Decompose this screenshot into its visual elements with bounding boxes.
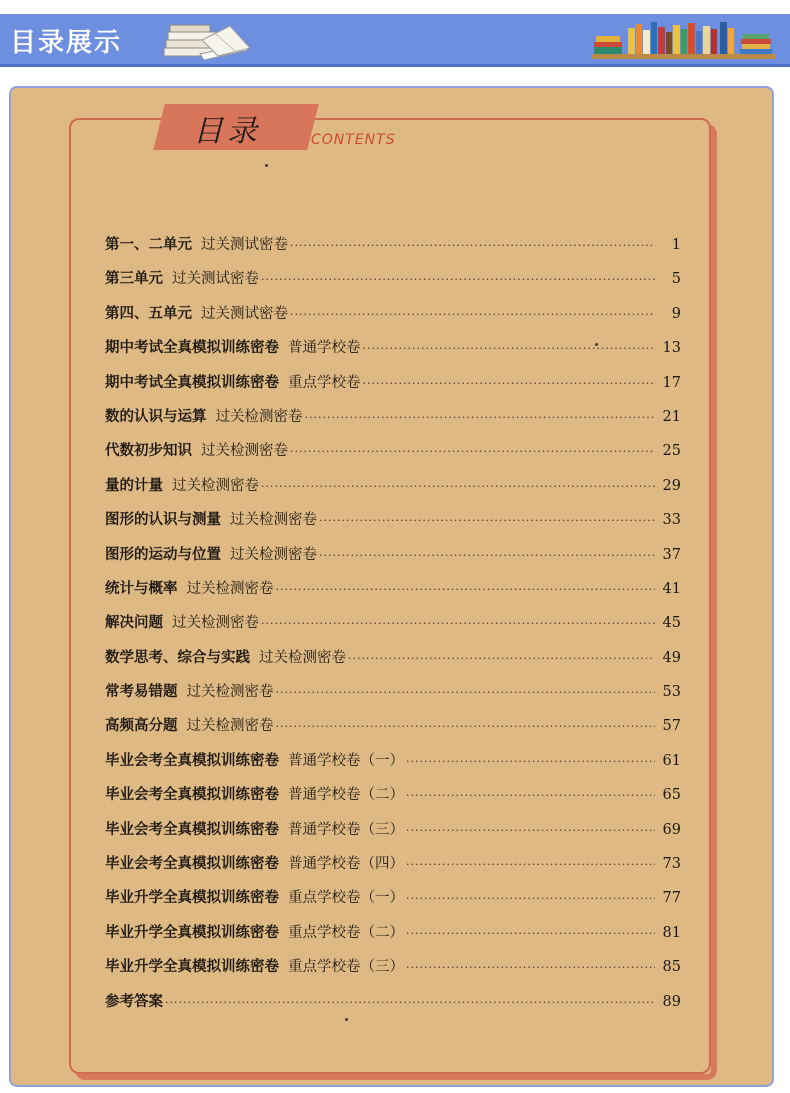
toc-entry: [105, 469, 681, 503]
section-title: 目录展示: [10, 28, 123, 58]
toc-entry: [105, 916, 681, 950]
toc-entry-subtitle: 过关检测密卷: [186, 580, 274, 597]
toc-leader-dots: [276, 676, 656, 710]
toc-page-number: 89: [662, 993, 681, 1010]
toc-leader-dots: [276, 573, 656, 607]
toc-page-number: 37: [662, 546, 681, 563]
toc-entry-title: 图形的认识与测量: [105, 511, 221, 529]
toc-entry: [105, 366, 681, 400]
toc-entry: [105, 847, 681, 881]
toc-page-number: 45: [662, 615, 681, 632]
toc-leader-dots: [363, 367, 656, 401]
toc-entry-subtitle: 重点学校卷（二）: [288, 924, 404, 941]
toc-leader-dots: [406, 848, 655, 882]
toc-entry-subtitle: 过关检测密卷: [186, 718, 274, 735]
toc-entry-title: 第一、二单元: [105, 236, 192, 253]
toc-entry-subtitle: 过关检测密卷: [186, 684, 274, 701]
toc-entry-subtitle: 过关检测密卷: [215, 408, 303, 425]
toc-entry-title: 毕业会考全真模拟训练密卷: [105, 855, 279, 873]
toc-entry-subtitle: 过关测试密卷: [201, 237, 288, 253]
toc-entry-subtitle: 过关测试密卷: [172, 271, 259, 288]
toc-page-number: 65: [662, 787, 681, 804]
toc-entry-subtitle: 过关检测密卷: [172, 615, 259, 632]
toc-page-number: 9: [671, 305, 681, 322]
toc-entry: [105, 572, 681, 606]
toc-leader-dots: [261, 263, 655, 297]
toc-page-number: 29: [662, 477, 681, 494]
toc-leader-dots: [406, 917, 655, 951]
toc-entry: [105, 641, 681, 675]
toc-page-number: 17: [662, 374, 681, 391]
toc-entry-title: 高频高分题: [105, 717, 178, 735]
toc-leader-dots: [348, 642, 655, 676]
toc-entry-subtitle: 普通学校卷: [288, 340, 361, 357]
toc-page-number: 25: [662, 443, 681, 460]
toc-leader-dots: [305, 401, 656, 435]
toc-leader-dots: [406, 814, 655, 848]
toc-entry-title: 图形的运动与位置: [105, 545, 221, 563]
toc-entry-title: 毕业升学全真模拟训练密卷: [105, 923, 279, 941]
toc-leader-dots: [276, 710, 656, 744]
toc-leader-dots: [319, 504, 655, 538]
toc-page-number: 5: [671, 271, 681, 288]
toc-entry: [105, 778, 681, 812]
toc-entry-title: 解决问题: [105, 614, 163, 632]
bookshelf-icon: [592, 20, 776, 60]
books-stack-icon: [160, 20, 252, 60]
toc-entry-title: 数的认识与运算: [105, 407, 207, 425]
toc-leader-dots: [406, 951, 655, 985]
toc-entry-subtitle: 过关检测密卷: [259, 649, 346, 666]
toc-entry: [105, 881, 681, 915]
toc-list: [105, 228, 681, 1019]
toc-entry-title: 第四、五单元: [105, 304, 192, 322]
paper-speck: [265, 164, 268, 167]
toc-entry-title: 毕业会考全真模拟训练密卷: [105, 751, 279, 769]
toc-entry-subtitle: 重点学校卷: [288, 374, 361, 391]
toc-entry: [105, 262, 681, 296]
toc-entry: [105, 228, 681, 262]
toc-page-number: 13: [662, 340, 681, 357]
toc-leader-dots: [261, 607, 655, 641]
toc-entry-subtitle: 过关测试密卷: [201, 305, 288, 322]
toc-entry-subtitle: 过关检测密卷: [230, 512, 317, 529]
toc-page-number: 85: [662, 959, 681, 976]
toc-leader-dots: [406, 882, 655, 916]
toc-entry-title: 毕业会考全真模拟训练密卷: [105, 786, 279, 804]
toc-entry: [105, 744, 681, 778]
toc-page-number: 73: [662, 856, 681, 873]
toc-entry: [105, 675, 681, 709]
toc-page-number: 41: [662, 580, 681, 597]
contents-title: 目录: [193, 114, 261, 149]
toc-entry-subtitle: 过关检测密卷: [201, 443, 288, 460]
toc-entry: [105, 297, 681, 331]
toc-page-number: 53: [662, 684, 681, 701]
toc-leader-dots: [319, 539, 655, 573]
toc-leader-dots: [290, 229, 655, 263]
toc-entry-title: 毕业升学全真模拟训练密卷: [105, 889, 279, 907]
toc-page-number: 81: [662, 924, 681, 941]
toc-entry-subtitle: 普通学校卷（四）: [288, 856, 404, 873]
toc-page-number: 77: [662, 890, 681, 907]
toc-entry: [105, 606, 681, 640]
toc-leader-dots: [406, 745, 655, 779]
toc-entry-title: 期中考试全真模拟训练密卷: [105, 373, 279, 391]
toc-entry-subtitle: 普通学校卷（三）: [288, 821, 404, 838]
toc-entry-subtitle: 普通学校卷（二）: [288, 787, 404, 804]
toc-entry: [105, 503, 681, 537]
toc-entry-subtitle: 过关检测密卷: [172, 477, 259, 494]
toc-entry-title: 统计与概率: [105, 579, 178, 597]
toc-entry: [105, 709, 681, 743]
toc-entry-title: 量的计量: [105, 476, 163, 494]
toc-leader-dots: [406, 779, 655, 813]
toc-entry-title: 常考易错题: [105, 683, 178, 701]
toc-entry: [105, 813, 681, 847]
section-header: [0, 14, 790, 67]
toc-entry-subtitle: 普通学校卷（一）: [288, 752, 404, 769]
toc-entry-title: 期中考试全真模拟训练密卷: [105, 339, 279, 357]
toc-leader-dots: [261, 470, 655, 504]
contents-subtitle: CONTENTS: [311, 132, 396, 148]
toc-entry: [105, 434, 681, 468]
toc-page-number: 49: [662, 649, 681, 666]
toc-entry-subtitle: 过关检测密卷: [230, 546, 317, 563]
toc-entry: [105, 950, 681, 984]
toc-entry-title: 毕业升学全真模拟训练密卷: [105, 958, 279, 976]
toc-page-number: 21: [662, 408, 681, 425]
toc-entry: [105, 538, 681, 572]
toc-entry: [105, 985, 681, 1019]
toc-page-image: [9, 86, 774, 1087]
toc-entry-title: 第三单元: [105, 270, 163, 288]
toc-entry: [105, 331, 681, 365]
toc-entry-subtitle: 重点学校卷（一）: [288, 890, 404, 907]
toc-page-number: 33: [662, 512, 681, 529]
toc-page-number: 1: [671, 237, 681, 253]
toc-leader-dots: [290, 435, 655, 469]
toc-entry-title: 数学思考、综合与实践: [105, 648, 250, 666]
toc-page-number: 69: [662, 821, 681, 838]
toc-leader-dots: [363, 332, 656, 366]
toc-leader-dots: [290, 298, 655, 332]
toc-page-number: 57: [662, 718, 681, 735]
toc-entry-title: 代数初步知识: [105, 442, 192, 460]
toc-entry-title: 毕业会考全真模拟训练密卷: [105, 820, 279, 838]
toc-page-number: 61: [662, 752, 681, 769]
toc-entry-title: 参考答案: [105, 992, 163, 1010]
toc-entry-subtitle: 重点学校卷（三）: [288, 959, 404, 976]
toc-leader-dots: [165, 986, 655, 1020]
toc-entry: [105, 400, 681, 434]
